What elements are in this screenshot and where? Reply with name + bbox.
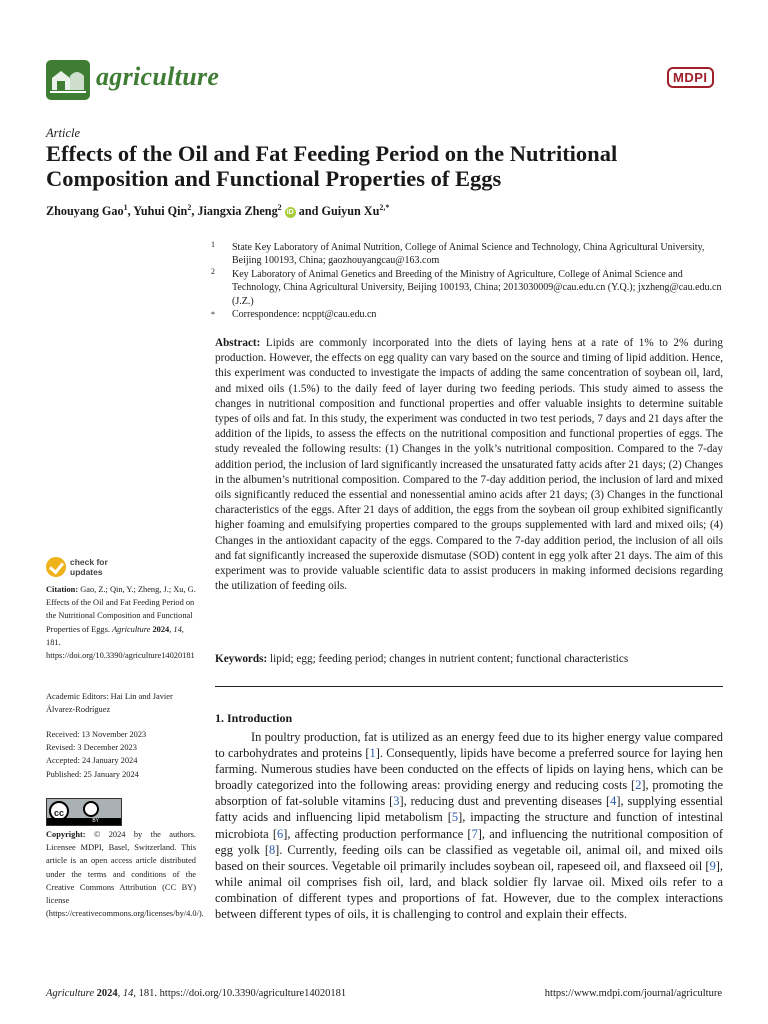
checkmark-icon (46, 557, 66, 577)
article-title: Effects of the Oil and Fat Feeding Period on the Nutritional Composition and Functional Properties of Eggs (46, 141, 618, 191)
intro-text-segment: ], and influencing the nutritional composition of egg yolk [ (215, 826, 723, 857)
publication-dates (46, 728, 196, 781)
author-separator: , (127, 204, 134, 219)
reference-link[interactable]: 6 (277, 826, 284, 841)
intro-text-segment: ], reducing dust and preventing diseases [ (399, 794, 611, 809)
check-updates-line1: check for (70, 557, 108, 567)
reference-link[interactable]: 5 (451, 810, 459, 825)
check-updates-line2: updates (70, 567, 103, 577)
reference-link[interactable]: 2 (635, 778, 642, 793)
attribution-icon (83, 801, 99, 817)
abstract-text: Lipids are commonly incorporated into the diets of laying hens at a rate of 1% to 2% during production. However, the effects on egg quality can vary based on the source and timing of lipid addition. Hence, this experiment was conducted to investigate the impacts of adding the same concentration of soybean oil, lard, and mixed oils (1.5%) to the daily feed of layer during two feeding periods. This study aimed to assess the changes in nutritional composition and functional properties and offer valuable insights to determine suitable types of oils and fat. In this study, the experiment was conducted in two test periods, 7 days and 21 days after the addition of the lipids, to assess the effects on the nutritional composition and functional properties of eggs. The study revealed the following results: (1) Changes in the yolk’s nutritional composition. Compared to the 7-day addition period, the inclusion of lard significantly increased the unsaturated fatty acids after 21 days; (2) Changes in the albumen’s nutritional composition. Compared to the 7-day addition period, the inclusion of lard and mixed oils significantly reduced the essential and nonessential amino acids after 21 days; (3) Changes in the functional characteristics of the eggs. After 21 days of addition, the eggs from the soybean oil group exhibited significantly higher foaming and emulsifying properties compared to the groups supplemented with lard and mixed oils; (4) Changes in the antioxidant capacity of the eggs. Compared to the 7-day addition period, the inclusion of all oils and fat significantly increased the superoxide dismutase (SOD) content in egg yolk after 21 days. The aim of this experiment was to provide valuable scientific data to assist producers in making informed decisions regarding the utilization of feeding oils. (215, 337, 723, 593)
citation-label: Citation: (46, 585, 79, 594)
author-affiliation-mark: 1 (123, 203, 128, 212)
mdpi-logo[interactable] (667, 69, 714, 87)
author-list (46, 203, 389, 219)
abstract-label: Abstract: (215, 337, 261, 349)
footer-journal-url[interactable]: https://www.mdpi.com/journal/agriculture (544, 988, 722, 999)
affiliation-2 (211, 267, 723, 308)
accepted-date: Accepted: 24 January 2024 (46, 756, 138, 766)
citation-year: 2024 (152, 624, 170, 634)
author-affiliation-mark: 2 (187, 203, 192, 212)
copyright-notice (46, 828, 204, 920)
keywords-text: lipid; egg; feeding period; changes in nutrient content; functional characteristics (270, 653, 629, 665)
author-name[interactable]: Zhouyang Gao (46, 204, 124, 219)
orcid-icon[interactable]: iD (286, 209, 294, 217)
introduction-text (215, 729, 723, 922)
cc-icon: cc (49, 801, 69, 821)
footer-doi[interactable]: , 181. https://doi.org/10.3390/agriculture14020181 (133, 988, 347, 999)
agriculture-logo-icon (46, 60, 90, 100)
intro-text-segment: In poultry production, fat is utilized as an energy feed due to its higher energy value compared to carbohydrates and proteins [ (215, 730, 723, 761)
affiliation-mark: 2 (211, 267, 215, 276)
check-for-updates-badge[interactable] (46, 557, 196, 579)
mdpi-wordmark: MDPI (667, 67, 714, 88)
copyright-label: Copyright: (46, 830, 86, 839)
footer-citation: Agriculture 2024, 14, 181. https://doi.org/10.3390/agriculture14020181 (46, 988, 347, 999)
author-name[interactable]: Guiyun Xu (321, 204, 380, 219)
published-date: Published: 25 January 2024 (46, 769, 139, 779)
keywords-label: Keywords: (215, 653, 268, 665)
author-name[interactable]: Jiangxia Zheng (197, 204, 278, 219)
copyright-text: © 2024 by the authors. Licensee MDPI, Basel, Switzerland. This article is an open access article distributed under the terms and conditions of the Creative Commons Attribution (CC BY) license (https://creativecommons.org/licenses/by/4.0/). (46, 830, 204, 919)
author-affiliation-mark: 2 (277, 203, 282, 212)
journal-name[interactable]: agriculture (96, 62, 220, 91)
author-separator: and (295, 204, 322, 219)
intro-text-segment: ]. Currently, feeding oils can be classified as vegetable oil, animal oil, and mixed oils based on their sources. Vegetable oil primarily includes soybean oil, rapeseed oil, and flaxseed oil [ (215, 842, 723, 873)
received-date: Received: 13 November 2023 (46, 730, 147, 739)
citation-text: Gao, Z.; Qin, Y.; Zheng, J.; Xu, G. Effects of the Oil and Fat Feeding Period on the Nutritional Composition and Functional Properties of Eggs. (46, 585, 196, 634)
author-name[interactable]: Yuhui Qin (133, 204, 188, 219)
citation: Citation: Gao, Z.; Qin, Y.; Zheng, J.; Xu, G. Effects of the Oil and Fat Feeding Period on the Nutritional Composition and Functional Properties of Eggs. Agriculture 2024, 14, 181. https://doi.org/10.3390/agriculture14020181 (46, 585, 196, 661)
citation-volume: 14 (173, 624, 182, 634)
footer-year: 2024 (96, 988, 118, 999)
reference-link[interactable]: 1 (369, 746, 376, 761)
intro-text-segment: ], impacting the structure and function of intestinal microbiota [ (215, 810, 724, 841)
citation-journal: Agriculture (112, 624, 151, 634)
cc-by-label: BY (92, 818, 99, 824)
affiliation-1 (211, 240, 723, 268)
revised-date: Revised: 3 December 2023 (46, 743, 137, 753)
footer-volume: 14 (122, 988, 134, 999)
reference-link[interactable]: 3 (393, 794, 400, 809)
cc-by-license-icon[interactable] (46, 798, 122, 826)
affiliation-text: Key Laboratory of Animal Genetics and Breeding of the Ministry of Agriculture, College of Animal Science and Technology, China Agricultural University, Beijing 100193, China; 2013030009@cau.edu.cn (Y.Q.); jxzheng@cau.edu.cn (J.Z.) (232, 269, 722, 307)
correspondence-text: Correspondence: ncppt@cau.edu.cn (232, 309, 377, 320)
footer-journal: Agriculture (46, 988, 95, 999)
reference-link[interactable]: 7 (471, 826, 478, 841)
reference-link[interactable]: 9 (709, 858, 716, 873)
intro-text-segment: ], affecting production performance [ (283, 826, 472, 841)
reference-link[interactable]: 8 (268, 842, 276, 857)
citation-doi[interactable]: , 181. https://doi.org/10.3390/agriculture14020181 (46, 624, 195, 661)
correspondence-mark: * (211, 310, 215, 319)
section-divider (215, 686, 723, 687)
abstract (215, 336, 723, 594)
intro-text-segment: ], promoting the absorption of fat-soluble vitamins [ (215, 778, 724, 809)
affiliation-mark: 1 (211, 240, 215, 249)
intro-text-segment: ]. Consequently, lipids have become a preferred source for laying hen farming. Numerous studies have been conducted on the effects of lipids on laying hens, which can be broadly categorized into the following areas: providing energy and reducing costs [ (215, 746, 723, 793)
keywords (215, 652, 723, 667)
academic-editors: Academic Editors: Hai Lin and Javier Álvarez-Rodríguez (46, 692, 173, 715)
author-affiliation-mark: 2,* (379, 203, 390, 212)
affiliation-text: State Key Laboratory of Animal Nutrition, College of Animal Science and Technology, China Agricultural University, Beijing 100193, China; gaozhouyangcau@163.com (232, 242, 705, 267)
correspondence (211, 308, 723, 321)
intro-text-segment: ], while animal oil comprises fish oil, lard, and black soldier fly larvae oil. Mixed oils refer to a combination of different types and proportions of fat. However, due to the complex interactions between different types of oils, it is challenging to control and explain their effects. (215, 858, 723, 922)
section-heading: 1. Introduction (215, 711, 293, 725)
reference-link[interactable]: 4 (610, 794, 617, 809)
author-separator: , (191, 204, 198, 219)
article-type: Article (46, 126, 81, 140)
intro-text-segment: ], supplying essential fatty acids and influencing lipid metabolism [ (215, 794, 724, 825)
